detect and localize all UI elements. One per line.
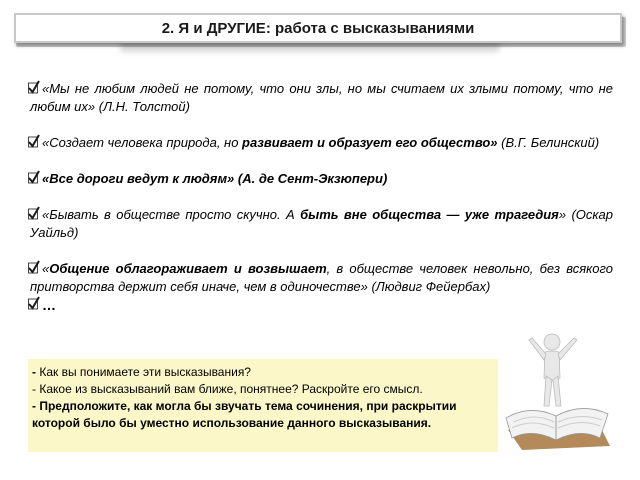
task-question-3: - Предположите, как могла бы звучать тема сочинения, при раскрытии которой было бы уместно использование данного высказывания. — [32, 399, 457, 430]
quote-text: «Общение облагораживает и возвышает, в обществе человек невольно, без всякого притворства держит себя иначе, чем в одиночестве» (Людвиг Фейербах) — [30, 261, 613, 294]
book-figure-illustration — [500, 330, 620, 455]
checkmark-icon — [28, 170, 40, 184]
slide-title: 2. Я и ДРУГИЕ: работа с высказываниями — [161, 19, 475, 37]
task-question-1: - Как вы понимаете эти высказывания? — [32, 365, 251, 379]
quote-item-ellipsis — [30, 296, 613, 314]
quote-item — [30, 80, 613, 116]
quote-item — [30, 134, 613, 152]
checkmark-icon — [28, 296, 40, 310]
checkmark-icon — [28, 206, 40, 220]
quote-text: «Бывать в обществе просто скучно. А быть вне общества — уже трагедия» (Оскар Уайльд) — [30, 207, 613, 240]
quotes-list — [30, 80, 613, 314]
task-box — [28, 359, 498, 452]
task-question-2: - Какое из высказываний вам ближе, понятнее? Раскройте его смысл. — [32, 382, 423, 396]
book-icon — [506, 408, 610, 450]
quote-item — [30, 260, 613, 296]
checkmark-icon — [28, 134, 40, 148]
figure-icon — [529, 334, 577, 406]
quote-item — [30, 170, 613, 188]
slide-title-box — [14, 13, 622, 43]
quote-text: «Мы не любим людей не потому, что они злы, но мы считаем их злыми потому, что не любим их» (Л.Н. Толстой) — [30, 81, 613, 114]
ellipsis-text: … — [42, 297, 56, 313]
quote-text: «Создает человека природа, но развивает и образует его общество» (В.Г. Белинский) — [42, 135, 600, 150]
checkmark-icon — [28, 80, 40, 94]
quote-item — [30, 206, 613, 242]
checkmark-icon — [28, 260, 40, 274]
quote-text: «Все дороги ведут к людям» (А. де Сент-Экзюпери) — [42, 171, 388, 186]
